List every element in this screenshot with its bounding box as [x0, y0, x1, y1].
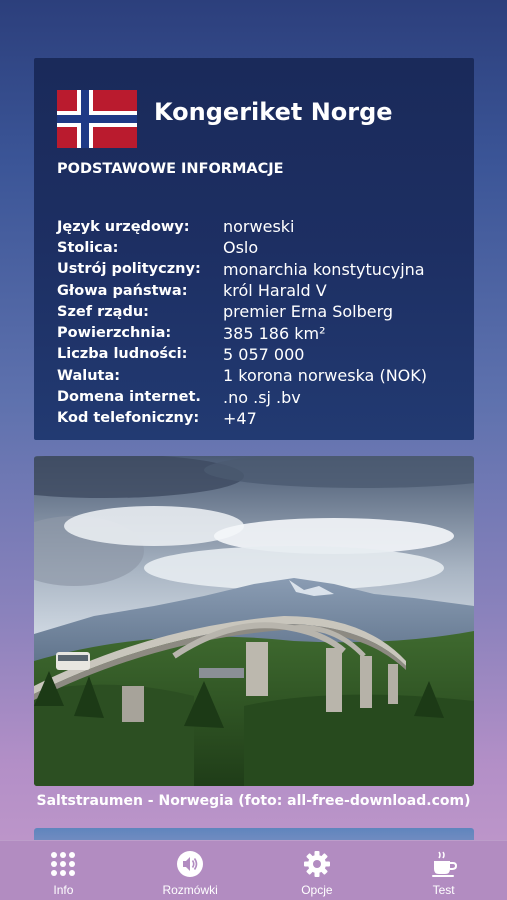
- tab-label: Rozmówki: [162, 883, 218, 897]
- fact-label: Głowa państwa:: [57, 282, 188, 299]
- fact-label: Waluta:: [57, 367, 121, 384]
- tab-label: Info: [53, 883, 74, 897]
- fact-row-population: [57, 344, 467, 365]
- facts-list: [57, 216, 467, 429]
- fact-value: król Harald V: [223, 281, 327, 301]
- tab-opcje[interactable]: [262, 841, 372, 897]
- fact-label: Język urzędowy:: [57, 218, 190, 235]
- fact-value: 5 057 000: [223, 344, 305, 364]
- fact-row-political-system: [57, 259, 467, 280]
- fact-value: .no .sj .bv: [223, 387, 301, 407]
- fact-row-currency: [57, 365, 467, 386]
- norway-flag-icon: [57, 90, 137, 148]
- fact-value: Oslo: [223, 238, 259, 258]
- tab-test[interactable]: [389, 841, 499, 897]
- fact-label: Szef rządu:: [57, 303, 149, 320]
- fact-row-area: [57, 322, 467, 343]
- bridge-photo: [34, 456, 474, 786]
- coffee-cup-icon: [429, 849, 459, 879]
- country-info-card: [34, 58, 474, 440]
- gear-icon: [302, 849, 332, 879]
- tab-rozmowki[interactable]: [135, 841, 245, 897]
- speaker-icon: [175, 849, 205, 879]
- fact-row-capital: [57, 237, 467, 258]
- fact-row-language: [57, 216, 467, 237]
- fact-label: Powierzchnia:: [57, 325, 172, 342]
- fact-row-head-of-government: [57, 301, 467, 322]
- section-title: PODSTAWOWE INFORMACJE: [57, 161, 284, 177]
- tab-bar: [0, 840, 507, 900]
- tab-label: Test: [432, 883, 455, 897]
- fact-value: premier Erna Solberg: [223, 302, 394, 322]
- grid-icon: [48, 849, 78, 879]
- photo-caption: Saltstraumen - Norwegia (foto: all-free-download.com): [36, 793, 471, 809]
- fact-value: 1 korona norweska (NOK): [223, 366, 427, 386]
- fact-value: monarchia konstytucyjna: [223, 259, 425, 279]
- fact-value: 385 186 km²: [223, 323, 326, 343]
- fact-label: Stolica:: [57, 239, 119, 256]
- fact-row-internet-domain: [57, 386, 467, 407]
- fact-label: Liczba ludności:: [57, 346, 188, 363]
- fact-label: Ustrój polityczny:: [57, 261, 201, 278]
- tab-label: Opcje: [301, 883, 333, 897]
- country-title: Kongeriket Norge: [154, 98, 393, 126]
- fact-value: +47: [223, 408, 257, 428]
- fact-row-phone-code: [57, 408, 467, 429]
- fact-label: Domena internet.: [57, 389, 201, 406]
- fact-value: norweski: [223, 217, 295, 237]
- fact-label: Kod telefoniczny:: [57, 410, 200, 427]
- fact-row-head-of-state: [57, 280, 467, 301]
- tab-info[interactable]: [8, 841, 118, 897]
